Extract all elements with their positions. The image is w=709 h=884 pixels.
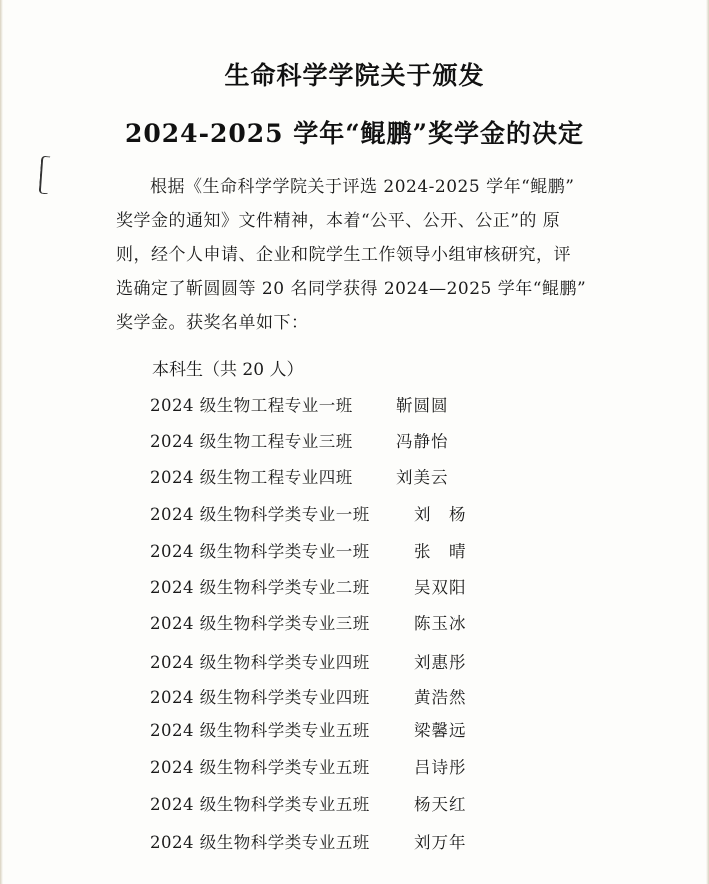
body-line-2: 奖学金的通知》文件精神，本着“公平、公开、公正”的 原 [116, 211, 561, 231]
award-row-name: 吕诗彤 [414, 758, 467, 777]
award-row-name: 刘美云 [396, 468, 449, 487]
document-title-line-1: 生命科学学院关于颁发 [224, 61, 485, 90]
body-line-4: 选确定了靳圆圆等 20 名同学获得 2024—2025 学年“鲲鹏” [116, 279, 587, 299]
award-row-class: 2024 级生物科学类专业三班 [150, 614, 370, 633]
award-row-class: 2024 级生物科学类专业二班 [150, 578, 370, 597]
award-row-name: 杨天红 [414, 795, 467, 814]
body-line-5: 奖学金。获奖名单如下： [116, 313, 309, 333]
document-title-line-2: 2024-2025 学年“鲲鹏”奖学金的决定 [124, 119, 584, 148]
award-row-class: 2024 级生物科学类专业五班 [150, 795, 370, 814]
award-row-class: 2024 级生物科学类专业五班 [150, 721, 370, 740]
award-row-name: 黄浩然 [414, 688, 467, 707]
award-row-name: 靳圆圆 [396, 396, 449, 415]
award-row-class: 2024 级生物科学类专业四班 [150, 653, 370, 672]
award-row-class: 2024 级生物科学类专业五班 [150, 833, 370, 852]
margin-bracket-mark [39, 156, 51, 195]
award-row-class: 2024 级生物工程专业四班 [150, 468, 353, 487]
award-row-name: 冯静怡 [396, 432, 449, 451]
body-line-1: 根据《生命科学学院关于评选 2024-2025 学年“鲲鹏” [150, 177, 575, 197]
award-row-name: 陈玉冰 [414, 614, 467, 633]
award-list-header: 本科生（共 20 人） [152, 360, 304, 380]
award-row-name: 张 晴 [414, 542, 467, 561]
award-row-class: 2024 级生物工程专业三班 [150, 432, 353, 451]
award-row-class: 2024 级生物科学类专业一班 [150, 505, 370, 524]
award-row-class: 2024 级生物科学类专业五班 [150, 758, 370, 777]
award-row-name: 吴双阳 [414, 578, 467, 597]
award-row-class: 2024 级生物工程专业一班 [150, 396, 353, 415]
award-row-name: 梁馨远 [414, 721, 467, 740]
award-row-name: 刘惠彤 [414, 653, 467, 672]
award-row-name: 刘 杨 [414, 505, 467, 524]
award-row-class: 2024 级生物科学类专业四班 [150, 688, 370, 707]
award-row-class: 2024 级生物科学类专业一班 [150, 542, 370, 561]
award-row-name: 刘万年 [414, 833, 467, 852]
body-line-3: 则，经个人申请、企业和院学生工作领导小组审核研究，评 [116, 245, 571, 265]
